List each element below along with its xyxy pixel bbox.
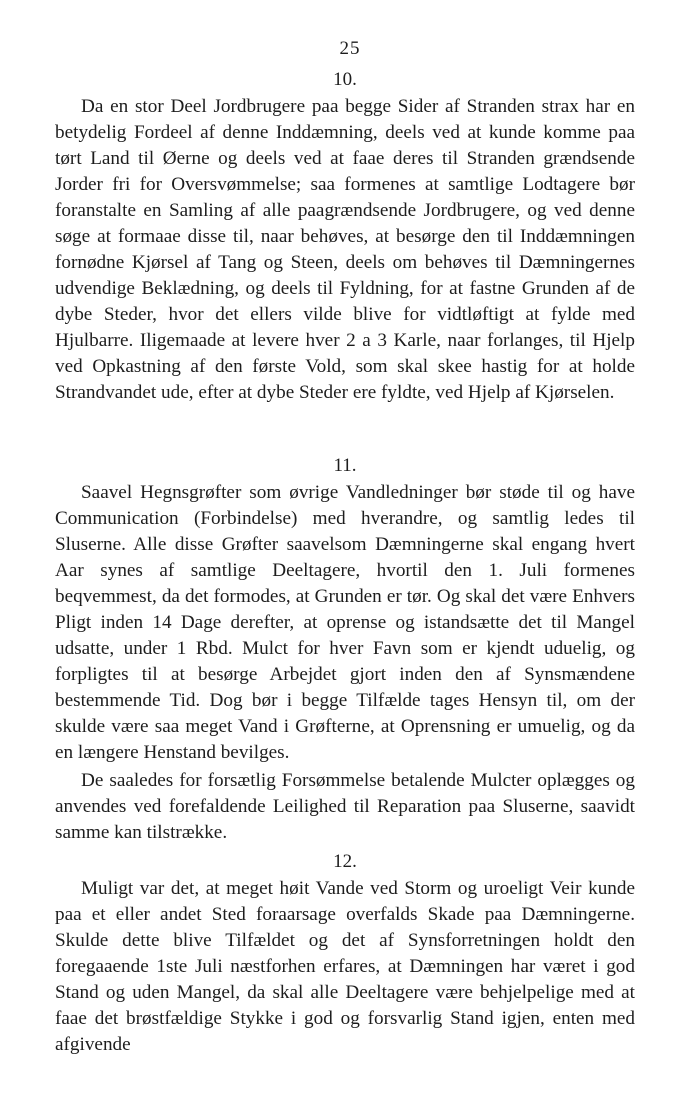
page-number: 25 — [339, 38, 361, 59]
section-paragraph: Muligt var det, at meget høit Vande ved Storm og uroeligt Veir kunde paa et eller andet Sted foraarsage overfalds Skade paa Dæmningerne. Skulde dette blive Tilfældet og det af Synsforretningen holdt den foregaaende 1ste Juli næstforhen erfares, at Dæmningen har været i god Stand og uden Mangel, da skal alle Deeltagere være behjelpelige med at faae det brøstfældige Stykke i god og forsvarlig Stand igjen, enten med afgivende — [55, 878, 635, 1055]
section-paragraph: Saavel Hegnsgrøfter som øvrige Vandledninger bør støde til og have Communication (Forbindelse) med hverandre, og samtlig ledes til Sluserne. Alle disse Grøfter saavelsom Dæmningerne skal engang hvert Aar synes af samtlige Deeltagere, hvortil den 1. Juli formenes beqvemmest, da det formodes, at Grunden er tør. Og skal det være Enhvers Pligt inden 14 Dage derefter, at oprense og istandsætte det til Mangel udsatte, under 1 Rbd. Mulct for hver Favn som er kjendt uduelig, og forpligtes til at besørge Arbejdet gjort inden den af Synsmændene bestemmende Tid. Dog bør i begge Tilfælde tages Hensyn til, om der skulde være saa meget Vand i Grøfterne, at Oprensning er umuelig, og da en længere Henstand bevilges. — [55, 482, 635, 763]
section-10 — [55, 66, 635, 406]
section-number: 12. — [333, 851, 357, 872]
section-number: 10. — [333, 69, 357, 90]
section-paragraph: Da en stor Deel Jordbrugere paa begge Sider af Stranden strax har en betydelig Fordeel af denne Inddæmning, deels ved at kunde komme paa tørt Land til Øerne og deels ved at faae deres til Stranden grændsende Jorder fri for Oversvømmelse; saa formenes at samtlige Lodtagere bør foranstalte en Samling af alle paagrændsende Jordbrugere, og ved denne søge at formaae disse til, naar behøves, at besørge den til Inddæmningen fornødne Kjørsel af Tang og Steen, deels om behøves til Dæmningernes udvendige Beklædning, og deels til Fyldning, for at fastne Grunden af de dybe Steder, hvor det ellers vilde blive for vidtløftigt at fylde med Hjulbarre. Iligemaade at levere hver 2 a 3 Karle, naar forlanges, til Hjelp ved Opkastning af den første Vold, som skal skee hastig for at holde Strandvandet ude, efter at dybe Steder ere fyldte, ved Hjelp af Kjørselen. — [55, 96, 635, 403]
section-number: 11. — [333, 455, 357, 476]
section-11 — [55, 452, 635, 846]
section-paragraph: De saaledes for forsætlig Forsømmelse betalende Mulcter oplægges og anvendes ved forefaldende Leilighed til Reparation paa Sluserne, saavidt samme kan tilstrække. — [55, 770, 635, 843]
section-12 — [55, 848, 635, 1058]
